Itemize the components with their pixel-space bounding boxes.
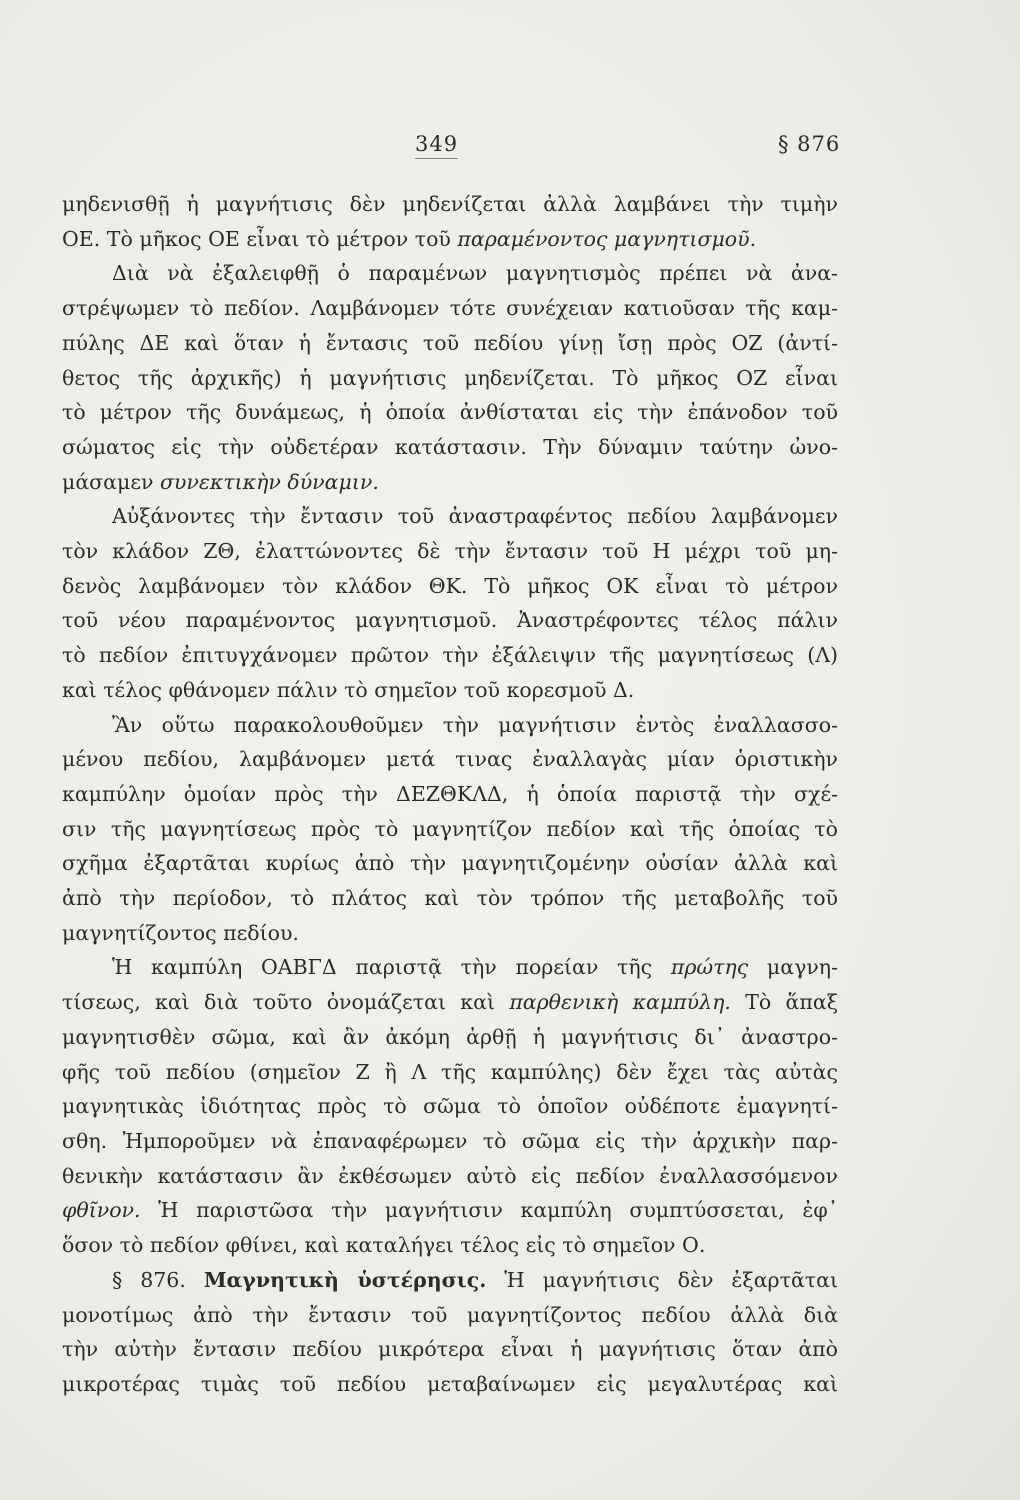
text-line: μονοτίμως ἀπὸ τὴν ἔντασιν τοῦ μαγνητίζοντος πεδίου ἀλλὰ διὰ	[62, 1302, 838, 1327]
text-line: τὸ μέτρον τῆς δυνάμεως, ἡ ὁποία ἀνθίσταται εἰς τὴν ἐπάνοδον τοῦ	[62, 400, 838, 425]
text-line: πύλης ΔΕ καὶ ὅταν ἡ ἔντασις τοῦ πεδίου γίνῃ ἴσῃ πρὸς ΟΖ (ἀντί-	[62, 330, 838, 355]
paragraph	[62, 1263, 838, 1402]
text-line: μαγνητίζοντος πεδίου.	[62, 920, 299, 945]
text-line: τὴν αὐτὴν ἔντασιν πεδίου μικρότερα εἶναι ἡ μαγνήτισις ὅταν ἀπὸ	[62, 1337, 838, 1362]
italic-term: παραμένοντος μαγνητισμοῦ.	[457, 226, 757, 251]
text-line: τὸν κλάδον ΖΘ, ἐλαττώνοντες δὲ τὴν ἔντασιν τοῦ Η μέχρι τοῦ μη-	[62, 539, 838, 564]
text-line: μαγνητικὰς ἰδιότητας πρὸς τὸ σῶμα τὸ ὁποῖον οὐδέποτε ἐμαγνητί-	[62, 1094, 838, 1119]
text-line: σώματος εἰς τὴν οὐδετέραν κατάστασιν. Τὴν δύναμιν ταύτην ὠνο-	[62, 434, 838, 459]
section-reference: § 876	[778, 132, 841, 156]
italic-term: φθῖνον.	[62, 1198, 141, 1223]
text-line: Αὐξάνοντες τὴν ἔντασιν τοῦ ἀναστραφέντος πεδίου λαμβάνομεν	[112, 504, 838, 529]
text-line: θενικὴν κατάστασιν ἂν ἐκθέσωμεν αὐτὸ εἰς πεδίον ἐναλλασσόμενον	[62, 1163, 838, 1188]
text-line: σιν τῆς μαγνητίσεως πρὸς τὸ μαγνητίζον πεδίον καὶ τῆς ὁποίας τὸ	[62, 816, 838, 841]
page-header	[0, 128, 1020, 168]
text-line: ἀπὸ τὴν περίοδον, τὸ πλάτος καὶ τὸν τρόπον τῆς μεταβολῆς τοῦ	[62, 886, 838, 911]
text-line: Ἂν οὕτω παρακολουθοῦμεν τὴν μαγνήτισιν ἐντὸς ἐναλλασσο-	[112, 712, 838, 737]
text-line: θετος τῆς ἀρχικῆς) ἡ μαγνήτισις μηδενίζεται. Τὸ μῆκος ΟΖ εἶναι	[62, 365, 838, 390]
text-line: ΟΕ. Τὸ μῆκος ΟΕ εἶναι τὸ μέτρον τοῦ παραμένοντος μαγνητισμοῦ.	[62, 226, 757, 251]
text-line: τοῦ νέου παραμένοντος μαγνητισμοῦ. Ἀναστρέφοντες τέλος πάλιν	[62, 608, 838, 633]
text-line: Ἡ καμπύλη ΟΑΒΓΔ παριστᾷ τὴν πορείαν τῆς πρώτης μαγνη-	[112, 955, 839, 980]
text-line: τὸ πεδίον ἐπιτυγχάνομεν πρῶτον τὴν ἐξάλειψιν τῆς μαγνητίσεως (Λ)	[62, 643, 838, 668]
text-line: καὶ τέλος φθάνομεν πάλιν τὸ σημεῖον τοῦ κορεσμοῦ Δ.	[62, 677, 635, 702]
paragraph	[62, 499, 838, 707]
italic-term: συνεκτικὴν δύναμιν.	[159, 469, 379, 494]
text-line: δενὸς λαμβάνομεν τὸν κλάδον ΘΚ. Τὸ μῆκος ΟΚ εἶναι τὸ μέτρον	[62, 573, 838, 598]
text-line: μηδενισθῇ ἡ μαγνήτισις δὲν μηδενίζεται ἀλλὰ λαμβάνει τὴν τιμὴν	[62, 192, 838, 216]
text-line: καμπύλην ὁμοίαν πρὸς τὴν ΔΕΖΘΚΛΔ, ἡ ὁποία παριστᾷ τὴν σχέ-	[62, 781, 838, 806]
text-line: μαγνητισθὲν σῶμα, καὶ ἂν ἀκόμη ἀρθῇ ἡ μαγνήτισις δι᾿ ἀναστρο-	[62, 1024, 838, 1049]
text-line: φθῖνον. Ἡ παριστῶσα τὴν μαγνήτισιν καμπύλη συμπτύσσεται, ἐφ᾿	[62, 1198, 838, 1223]
paragraph	[62, 187, 838, 256]
text-line: § 876. Μαγνητικὴ ὑστέρησις. Ἡ μαγνήτισις δὲν ἐξαρτᾶται	[112, 1267, 839, 1292]
body-text	[62, 187, 838, 1402]
paragraph	[62, 950, 838, 1262]
text-line: στρέψωμεν τὸ πεδίον. Λαμβάνομεν τότε συνέχειαν κατιοῦσαν τῆς καμ-	[62, 296, 838, 321]
text-line: μένου πεδίου, λαμβάνομεν μετά τινας ἐναλλαγὰς μίαν ὁριστικὴν	[62, 747, 838, 772]
page-number: 349	[415, 132, 458, 159]
text-line: μικροτέρας τιμὰς τοῦ πεδίου μεταβαίνωμεν εἰς μεγαλυτέρας καὶ	[62, 1371, 838, 1396]
paragraph	[62, 708, 838, 951]
italic-term: παρθενικὴ καμπύλη.	[509, 990, 731, 1015]
section-heading: Μαγνητικὴ ὑστέρησις.	[203, 1267, 487, 1292]
text-line: σχῆμα ἐξαρτᾶται κυρίως ἀπὸ τὴν μαγνητιζομένην οὐσίαν ἀλλὰ καὶ	[62, 851, 838, 876]
italic-term: πρώτης	[670, 955, 749, 980]
paragraph	[62, 256, 838, 499]
text-line: τίσεως, καὶ διὰ τοῦτο ὀνομάζεται καὶ παρθενικὴ καμπύλη. Τὸ ἅπαξ	[62, 990, 839, 1015]
text-line: Διὰ νὰ ἐξαλειφθῇ ὁ παραμένων μαγνητισμὸς πρέπει νὰ ἀνα-	[112, 261, 838, 286]
text-line: σθη. Ἠμποροῦμεν νὰ ἐπαναφέρωμεν τὸ σῶμα εἰς τὴν ἀρχικὴν παρ-	[62, 1128, 838, 1153]
text-line: φῆς τοῦ πεδίου (σημεῖον Ζ ἢ Λ τῆς καμπύλης) δὲν ἔχει τὰς αὐτὰς	[62, 1059, 838, 1084]
text-line: μάσαμεν συνεκτικὴν δύναμιν.	[62, 469, 379, 494]
text-line: ὅσον τὸ πεδίον φθίνει, καὶ καταλήγει τέλος εἰς τὸ σημεῖον Ο.	[62, 1233, 706, 1258]
